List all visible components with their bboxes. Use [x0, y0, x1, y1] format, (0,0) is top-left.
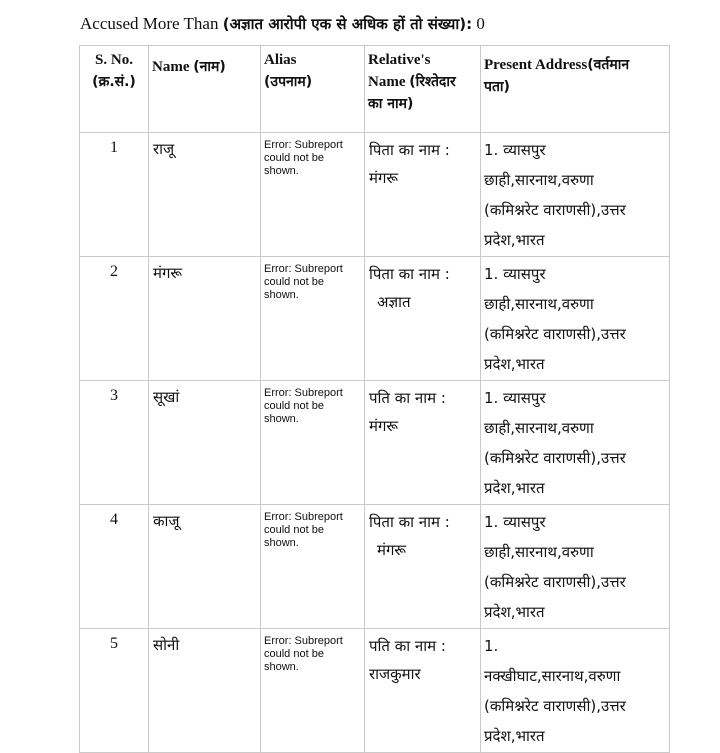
- cell-sno: 4: [80, 505, 149, 629]
- relation-label: पिता का नाम :: [369, 265, 450, 283]
- cell-address: 1. व्यासपुर छाही,सारनाथ,वरुणा (कमिश्नरेट वाराणसी),उत्तर प्रदेश,भारत: [481, 257, 670, 381]
- cell-name: काजू: [149, 505, 261, 629]
- header-present-address: Present Address(वर्तमान पता): [481, 46, 670, 133]
- cell-sno: 3: [80, 381, 149, 505]
- header-alias: Alias (उपनाम): [261, 46, 365, 133]
- heading-hindi-label: (अज्ञात आरोपी एक से अधिक हों तो संख्या):: [222, 15, 473, 33]
- table-row: [80, 133, 670, 257]
- relation-label: पिता का नाम :: [369, 141, 450, 159]
- cell-sno: 5: [80, 629, 149, 753]
- cell-name: राजू: [149, 133, 261, 257]
- cell-sno: 2: [80, 257, 149, 381]
- relative-name: मंगरू: [377, 541, 407, 559]
- table-header-row: [80, 46, 670, 133]
- relative-name: मंगरू: [369, 169, 399, 187]
- cell-sno: 1: [80, 133, 149, 257]
- accused-table: [79, 45, 670, 753]
- cell-alias: Error: Subreport could not be shown.: [261, 133, 365, 257]
- relative-name: राजकुमार: [369, 665, 421, 683]
- cell-address: 1. नक्खीघाट,सारनाथ,वरुणा (कमिश्नरेट वाराणसी),उत्तर प्रदेश,भारत: [481, 629, 670, 753]
- cell-relative: [365, 381, 481, 505]
- relation-label: पिता का नाम :: [369, 513, 450, 531]
- relation-label: पति का नाम :: [369, 637, 446, 655]
- heading-label: Accused More Than: [80, 14, 219, 33]
- cell-relative: [365, 257, 481, 381]
- relative-name: अज्ञात: [377, 293, 411, 311]
- accused-more-than-heading: [80, 14, 485, 34]
- cell-name: सोनी: [149, 629, 261, 753]
- header-name: Name (नाम): [149, 46, 261, 133]
- cell-alias: Error: Subreport could not be shown.: [261, 381, 365, 505]
- cell-address: 1. व्यासपुर छाही,सारनाथ,वरुणा (कमिश्नरेट वाराणसी),उत्तर प्रदेश,भारत: [481, 505, 670, 629]
- relation-label: पति का नाम :: [369, 389, 446, 407]
- accused-count: 0: [476, 14, 485, 33]
- table-row: [80, 505, 670, 629]
- cell-relative: [365, 505, 481, 629]
- cell-relative: [365, 133, 481, 257]
- relative-name: मंगरू: [369, 417, 399, 435]
- cell-name: मंगरू: [149, 257, 261, 381]
- cell-name: सूखां: [149, 381, 261, 505]
- header-sno: S. No. (क्र.सं.): [80, 46, 149, 133]
- header-relative-name: Relative's Name (रिश्तेदार का नाम): [365, 46, 481, 133]
- cell-address: 1. व्यासपुर छाही,सारनाथ,वरुणा (कमिश्नरेट वाराणसी),उत्तर प्रदेश,भारत: [481, 381, 670, 505]
- cell-address: 1. व्यासपुर छाही,सारनाथ,वरुणा (कमिश्नरेट वाराणसी),उत्तर प्रदेश,भारत: [481, 133, 670, 257]
- table-row: [80, 381, 670, 505]
- cell-alias: Error: Subreport could not be shown.: [261, 629, 365, 753]
- table-row: [80, 257, 670, 381]
- cell-alias: Error: Subreport could not be shown.: [261, 257, 365, 381]
- cell-alias: Error: Subreport could not be shown.: [261, 505, 365, 629]
